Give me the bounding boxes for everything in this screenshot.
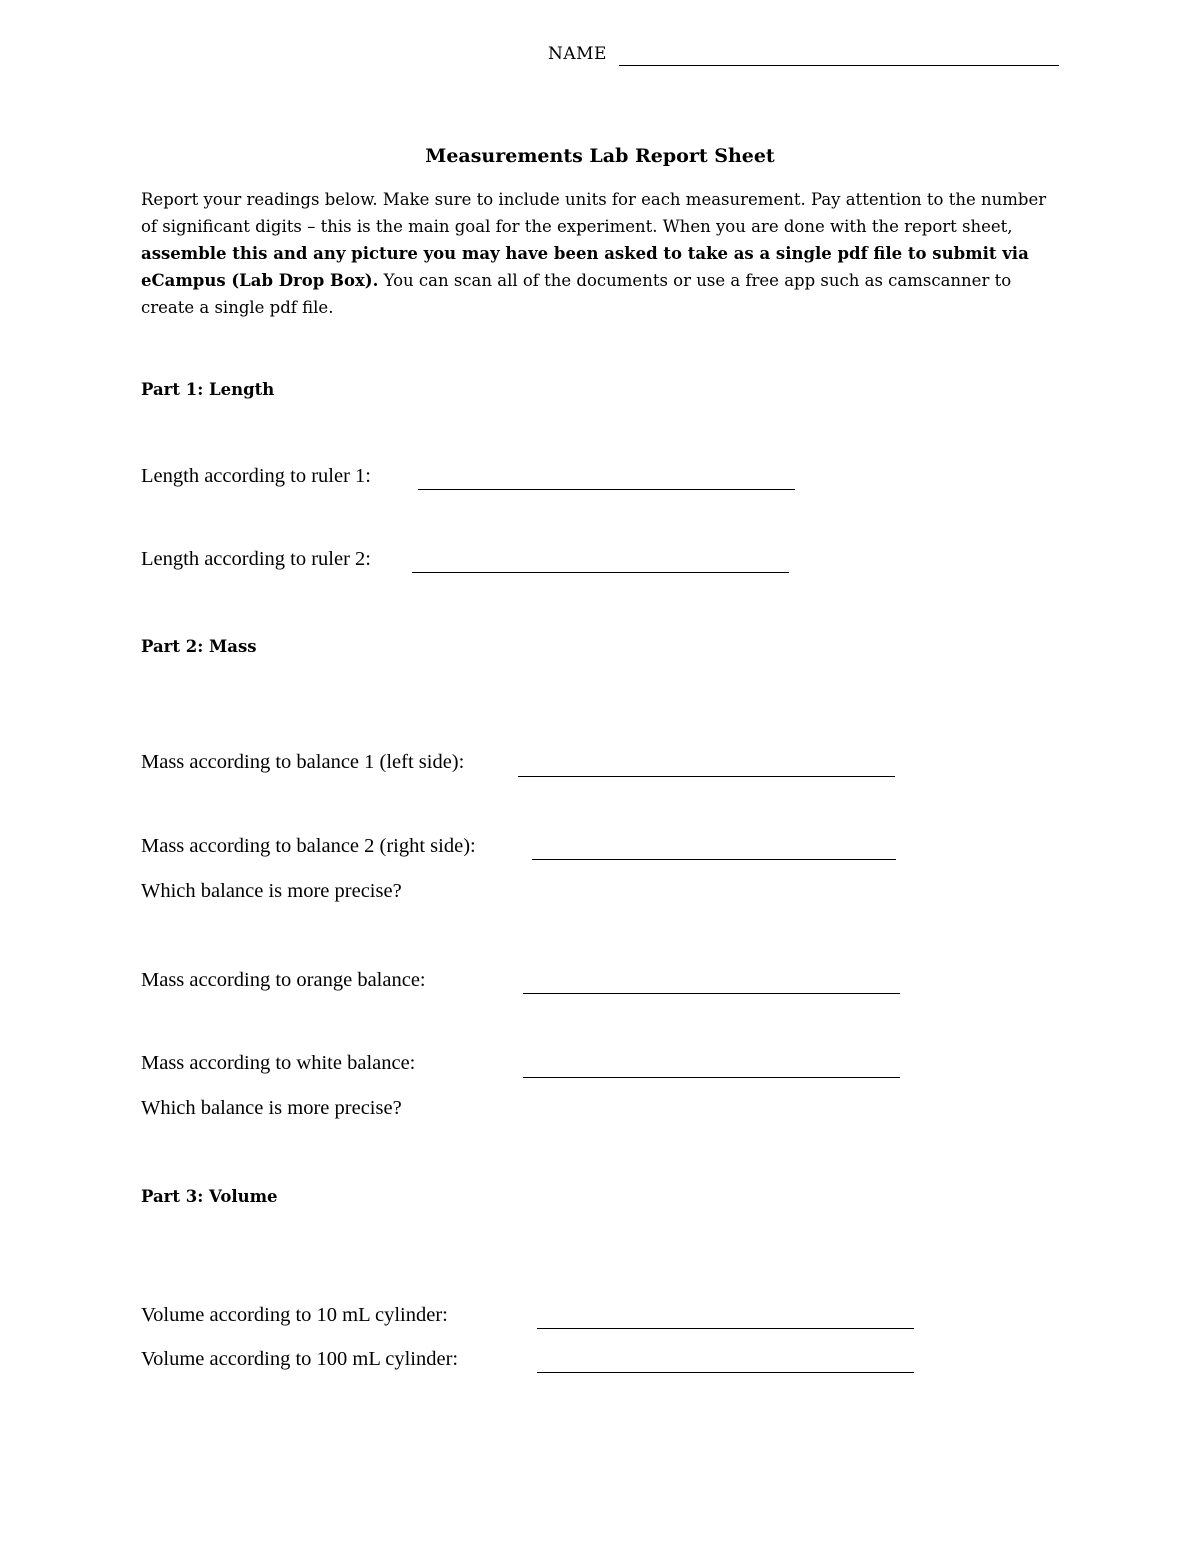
instructions-text-2: You can scan all of the documents or use a free app such as camscanner to create a single pdf file. [141, 271, 1012, 317]
ruler2-label: Length according to ruler 2: [141, 548, 371, 570]
part3-heading: Part 3: Volume [141, 1187, 278, 1206]
cylinder10-answer-field[interactable] [537, 1328, 914, 1329]
balance1-answer-field[interactable] [518, 776, 895, 777]
ruler1-answer-field[interactable] [418, 489, 795, 490]
instructions-text-1: Report your readings below. Make sure to include units for each measurement. Pay attention to the number of significant digits – this is the main goal for the experiment. When you are done with the report sheet, [141, 190, 1047, 236]
cylinder100-answer-field[interactable] [537, 1372, 914, 1373]
part1-heading: Part 1: Length [141, 380, 275, 399]
white-balance-label: Mass according to white balance: [141, 1052, 416, 1074]
cylinder10-label: Volume according to 10 mL cylinder: [141, 1304, 448, 1326]
balance1-label: Mass according to balance 1 (left side): [141, 751, 465, 773]
ruler1-label: Length according to ruler 1: [141, 465, 371, 487]
part2-heading: Part 2: Mass [141, 637, 257, 656]
name-label: NAME [548, 44, 607, 64]
precise-question-1: Which balance is more precise? [141, 880, 402, 902]
precise-question-2: Which balance is more precise? [141, 1097, 402, 1119]
orange-balance-answer-field[interactable] [523, 993, 900, 994]
balance2-answer-field[interactable] [532, 859, 896, 860]
name-field[interactable] [619, 65, 1059, 66]
orange-balance-label: Mass according to orange balance: [141, 969, 426, 991]
balance2-label: Mass according to balance 2 (right side): [141, 835, 476, 857]
cylinder100-label: Volume according to 100 mL cylinder: [141, 1348, 459, 1370]
instructions-paragraph [141, 186, 1061, 321]
page-title: Measurements Lab Report Sheet [425, 145, 775, 167]
white-balance-answer-field[interactable] [523, 1077, 900, 1078]
ruler2-answer-field[interactable] [412, 572, 789, 573]
instructions-bold-text: assemble this and any picture you may have been asked to take as a single pdf file to submit via eCampus (Lab Drop Box). [141, 244, 1029, 290]
